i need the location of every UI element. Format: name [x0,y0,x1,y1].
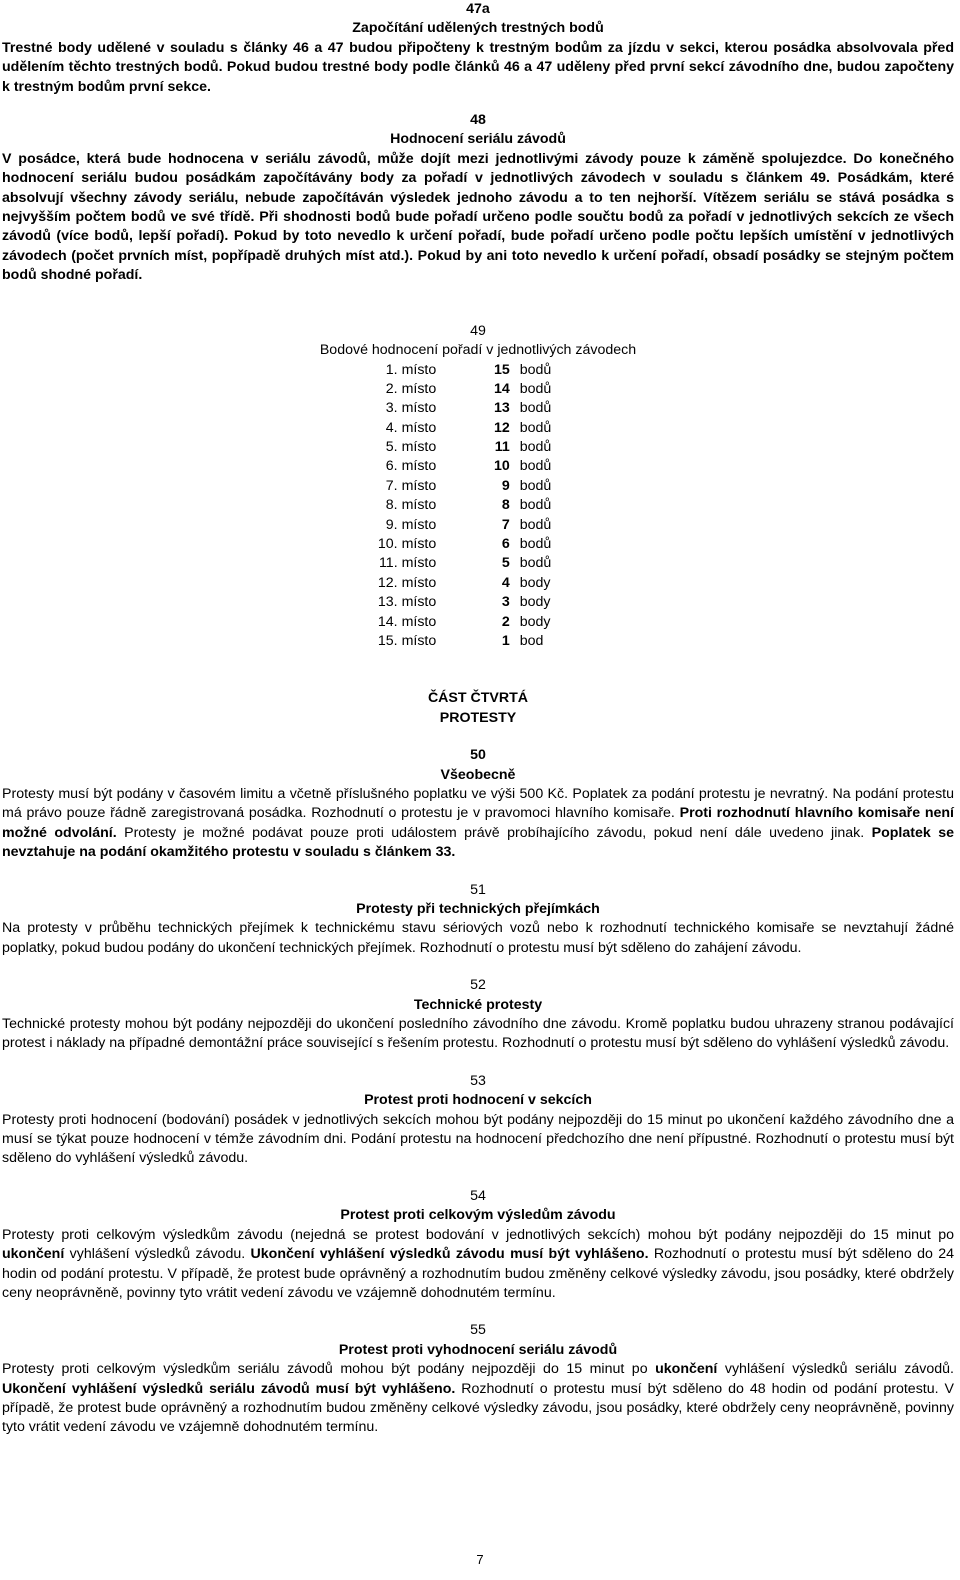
points-unit: body [519,594,551,611]
article-55-body [2,1360,954,1438]
points-row [278,613,678,632]
spacer [2,1169,954,1187]
spacer [2,958,954,976]
points-row [278,457,678,476]
points-row [278,574,678,593]
points-place: 13. místo [377,594,437,611]
article-53-body: Protesty proti hodnocení (bodování) posádek v jednotlivých sekcích mohou být podány nejpozději do 15 minut po ukončení každého závodního dne a musí se týkat pouze hodnocení v témže závodním dni. Podání protestu na hodnocení předchozího dne není přípustné. Rozhodnutí o protestu musí být sděleno do vyhlášení výsledků závodu. [2,1111,954,1167]
article-54-number: 54 [470,1187,486,1204]
article-54-text-3: Rozhodnutí o protestu musí být sděleno do 24 hodin od podání protestu. V případě, že protest bude oprávněný a rozhodnutím budou změněny celkové výsledky závodu, jsou posádky, které obdržely ceny neoprávněně, povinny tyto vrátit vedení závodu ve vzájemně dohodnutém termínu. [2,1246,954,1301]
points-place: 7. místo [385,477,437,494]
points-row [278,380,678,399]
article-51-title: Protesty při technických přejímkách [356,901,600,918]
points-row [278,593,678,612]
page-number: 7 [476,1552,484,1567]
points-place: 9. místo [385,516,437,533]
points-row [278,554,678,573]
points-value: 1 [501,632,510,649]
points-unit: body [519,613,551,630]
points-value: 4 [501,574,510,591]
article-50-number: 50 [470,747,486,764]
points-table [278,361,678,652]
article-47a-number: 47a [466,1,490,17]
article-53-title: Protest proti hodnocení v sekcích [364,1092,592,1109]
points-value: 15 [493,361,510,378]
points-row [278,399,678,418]
points-place: 10. místo [377,536,437,553]
points-place: 3. místo [385,400,437,417]
article-50-title: Všeobecně [440,766,516,783]
article-48-title: Hodnocení seriálu závodů [390,131,566,148]
article-50-bold-1: Proti rozhodnutí hlavního komisaře není možné odvolání. [2,805,954,841]
points-unit: bodů [519,536,552,553]
points-place: 2. místo [385,380,437,397]
article-49-title: Bodové hodnocení pořadí v jednotlivých závodech [319,342,637,359]
article-55-bold-2: Ukončení vyhlášení výsledků seriálu závodů musí být vyhlášeno. [2,1380,456,1397]
article-55-text-1: Protesty proti celkovým výsledkům seriálu závodů mohou být podány nejpozději do 15 minut po [2,1361,656,1378]
points-value: 10 [493,458,510,475]
points-row [278,361,678,380]
article-47a-body: Trestné body udělené v souladu s články 46 a 47 budou připočteny k trestným bodům za jízdu v sekci, kterou posádka absolvovala před udělením těchto trestných bodů. Pokud budou trestné body podle článků 46 a 47 uděleny před první sekcí závodního dne, budou započteny k trestným bodům první sekce. [2,39,954,95]
article-55-text-3: Rozhodnutí o protestu musí být sděleno do 48 hodin od podání protestu. V případě, že protest bude oprávněný a rozhodnutím budou změněny celkové výsledky závodu, jsou posádky, které obdržely ceny neoprávněně, povinny tyto vrátit vedení závodu ve vzájemně dohodnutém termínu. [2,1380,954,1436]
article-54-title: Protest proti celkovým výsledům závodu [340,1207,616,1224]
article-48-body: V posádce, která bude hodnocena v seriálu závodů, může dojít mezi jednotlivými závody pouze k záměně spolujezdce. Do konečného hodnocení seriálu budou posádkám započítávány body za pořadí v jednotlivých závodech v souladu s článkem 49. Posádkám, které absolvují všechny závody seriálu, nebude započítáván výsledek jednoho závodu a to ten nejhorší. Vítězem seriálu se stává posádka s nejvyšším počtem bodů ve své třídě. Při shodnosti bodů bude pořadí určeno podle součtu bodů za pořadí v jednotlivých sekcích ze všech závodů (více bodů, lepší pořadí). Pokud by toto nevedlo k určení pořadí, bude pořadí určeno podle počtu lepších umístění v jednotlivých závodech (počet prvních míst, popřípadě druhých míst atd.). Pokud by ani toto nevedlo k určení pořadí, obsadí posádky se stejným počtem bodů shodné pořadí. [2,150,954,284]
points-row [278,477,678,496]
article-54-bold-2: Ukončení vyhlášení výsledků závodu musí být vyhlášeno. [250,1246,649,1263]
points-unit: bodů [519,477,552,494]
points-place: 14. místo [377,613,437,630]
points-value: 2 [501,613,510,630]
spacer [2,1054,954,1072]
article-53-number: 53 [470,1072,486,1089]
points-value: 6 [501,536,510,553]
points-place: 4. místo [385,419,437,436]
points-unit: bodů [519,439,552,456]
points-value: 8 [501,497,510,514]
points-unit: body [519,574,551,591]
points-place: 1. místo [385,361,437,378]
points-value: 12 [493,419,510,436]
article-50-text-2: Protesty je možné podávat pouze proti událostem právě probíhajícího závodu, pokud není dále uvedeno jinak. [116,824,872,841]
part-subheading: PROTESTY [439,709,517,726]
points-row [278,632,678,651]
spacer [2,728,954,746]
points-value: 7 [501,516,510,533]
points-place: 8. místo [385,497,437,514]
points-row [278,535,678,554]
points-row [278,438,678,457]
points-place: 11. místo [378,555,437,572]
points-unit: bodů [519,458,552,475]
points-place: 5. místo [385,439,437,456]
article-54-text-1: Protesty proti celkovým výsledkům závodu (nejedná se protest bodování v jednotlivých sekcích) mohou být podány nejpozději do 15 minut po [2,1226,954,1243]
article-48-number: 48 [470,112,486,129]
points-value: 5 [501,555,510,572]
points-unit: bodů [519,400,552,417]
article-51-number: 51 [470,881,486,898]
points-unit: bod [519,632,544,649]
points-unit: bodů [519,419,552,436]
points-value: 14 [493,380,510,397]
article-54-text-2: vyhlášení výsledků závodu. [64,1246,251,1263]
article-50-text-1: Protesty musí být podány v časovém limitu a včetně příslušného poplatku ve výši 500 Kč. Poplatek za podání protestu je nevratný. Na podání protestu má právo pouze řádně zaregistrovaná posádka. Rozhodnutí o protestu je v pravomoci hlavního komisaře. [2,785,954,822]
article-50-body [2,785,954,863]
article-52-body: Technické protesty mohou být podány nejpozději do ukončení posledního závodního dne závodu. Kromě poplatku budou uhrazeny stranou podávající protest i náklady na případné demontážní práce související s řešením protestu. Rozhodnutí o protestu musí být sděleno do vyhlášení výsledků závodu. [2,1016,954,1052]
points-row [278,419,678,438]
article-55-title: Protest proti vyhodnocení seriálu závodů [338,1341,618,1358]
article-55-bold-1: ukončení [655,1361,718,1378]
article-52-number: 52 [470,977,486,994]
points-place: 6. místo [385,458,437,475]
article-54-body [2,1226,954,1304]
article-47a-title: Započítání udělených trestných bodů [352,20,604,37]
points-unit: bodů [519,361,552,378]
points-value: 13 [493,400,510,417]
points-row [278,496,678,515]
article-51-body: Na protesty v průběhu technických přejímek k technickému stavu sériových vozů nebo k rozhodnutí technického komisaře se nevztahují žádné poplatky, pokud budou podány do ukončení technických přejímek. Rozhodnutí o protestu musí být sděleno do zahájení závodu. [2,920,954,956]
spacer [2,286,954,304]
spacer [2,863,954,881]
article-54-bold-1: ukončení [2,1246,65,1263]
points-value: 11 [494,439,510,456]
points-unit: bodů [519,555,552,572]
article-50-bold-2: Poplatek se nevztahuje na podání okamžitého protestu v souladu s článkem 33. [2,824,954,861]
spacer [2,97,954,111]
article-49-number: 49 [470,322,486,339]
points-row [278,516,678,535]
spacer [2,304,954,322]
part-heading: ČÁST ČTVRTÁ [427,690,529,707]
points-unit: bodů [519,380,552,397]
article-55-text-2: vyhlášení výsledků seriálu závodů. [717,1361,954,1378]
points-value: 3 [501,594,510,611]
points-value: 9 [501,477,510,494]
article-55-number: 55 [470,1322,486,1339]
spacer [2,1303,954,1321]
article-52-title: Technické protesty [413,996,543,1013]
spacer [2,651,954,689]
points-unit: bodů [519,516,552,533]
points-place: 12. místo [377,574,437,591]
points-unit: bodů [519,497,552,514]
points-place: 15. místo [377,632,437,649]
